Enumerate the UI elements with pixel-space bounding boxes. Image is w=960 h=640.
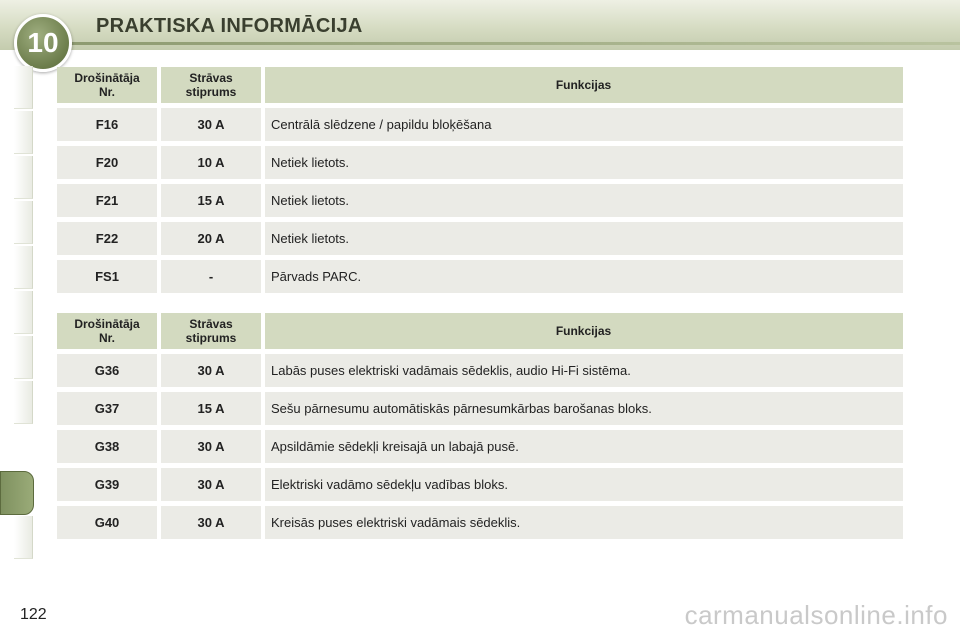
chapter-tab[interactable] xyxy=(14,246,33,289)
header-amperage: Strāvas stiprums xyxy=(161,313,265,349)
chapter-tab-strip xyxy=(0,66,34,576)
chapter-badge: 10 xyxy=(14,14,72,72)
fuse-function: Sešu pārnesumu automātiskās pārnesumkārbas barošanas bloks. xyxy=(265,392,903,425)
fuse-amperage: - xyxy=(161,260,265,293)
fuse-amperage: 30 A xyxy=(161,108,265,141)
fuse-number: G39 xyxy=(57,468,161,501)
watermark: carmanualsonline.info xyxy=(684,600,948,630)
chapter-tab[interactable] xyxy=(14,66,33,109)
table-row xyxy=(57,354,903,387)
chapter-tab[interactable] xyxy=(14,201,33,244)
fuse-table-1 xyxy=(57,62,903,298)
fuse-number: F20 xyxy=(57,146,161,179)
fuse-amperage: 15 A xyxy=(161,392,265,425)
table-header-row xyxy=(57,67,903,103)
fuse-function: Netiek lietots. xyxy=(265,184,903,217)
chapter-tab[interactable] xyxy=(14,381,33,424)
fuse-amperage: 15 A xyxy=(161,184,265,217)
chapter-tab[interactable] xyxy=(14,111,33,154)
table-row xyxy=(57,392,903,425)
fuse-number: F21 xyxy=(57,184,161,217)
fuse-amperage: 20 A xyxy=(161,222,265,255)
chapter-tab[interactable] xyxy=(14,291,33,334)
fuse-number: G38 xyxy=(57,430,161,463)
fuse-function: Netiek lietots. xyxy=(265,146,903,179)
header-amperage: Strāvas stiprums xyxy=(161,67,265,103)
fuse-table-2 xyxy=(57,308,903,544)
fuse-amperage: 30 A xyxy=(161,506,265,539)
header-function: Funkcijas xyxy=(265,67,903,103)
fuse-number: G36 xyxy=(57,354,161,387)
chapter-tab[interactable] xyxy=(14,156,33,199)
page-number: 122 xyxy=(20,606,47,623)
page-title: PRAKTISKA INFORMĀCIJA xyxy=(96,15,363,37)
fuse-function: Apsildāmie sēdekļi kreisajā un labajā pusē. xyxy=(265,430,903,463)
table-row xyxy=(57,430,903,463)
fuse-number: F22 xyxy=(57,222,161,255)
table-row xyxy=(57,108,903,141)
fuse-function: Netiek lietots. xyxy=(265,222,903,255)
chapter-tab[interactable] xyxy=(14,516,33,559)
fuse-function: Labās puses elektriski vadāmais sēdeklis, audio Hi-Fi sistēma. xyxy=(265,354,903,387)
fuse-number: FS1 xyxy=(57,260,161,293)
header-fuse-number: Drošinātāja Nr. xyxy=(57,67,161,103)
fuse-function: Centrālā slēdzene / papildu bloķēšana xyxy=(265,108,903,141)
table-header-row xyxy=(57,313,903,349)
chapter-tab-active[interactable] xyxy=(0,471,34,515)
table-row xyxy=(57,146,903,179)
header-fuse-number: Drošinātāja Nr. xyxy=(57,313,161,349)
chapter-tab[interactable] xyxy=(14,336,33,379)
fuse-amperage: 10 A xyxy=(161,146,265,179)
fuse-number: G37 xyxy=(57,392,161,425)
header-rule xyxy=(60,42,960,45)
table-row xyxy=(57,506,903,539)
table-row xyxy=(57,260,903,293)
fuse-amperage: 30 A xyxy=(161,468,265,501)
fuse-function: Elektriski vadāmo sēdekļu vadības bloks. xyxy=(265,468,903,501)
table-row xyxy=(57,222,903,255)
fuse-amperage: 30 A xyxy=(161,430,265,463)
fuse-amperage: 30 A xyxy=(161,354,265,387)
fuse-function: Pārvads PARC. xyxy=(265,260,903,293)
table-row xyxy=(57,184,903,217)
fuse-number: F16 xyxy=(57,108,161,141)
fuse-number: G40 xyxy=(57,506,161,539)
table-row xyxy=(57,468,903,501)
header-function: Funkcijas xyxy=(265,313,903,349)
fuse-function: Kreisās puses elektriski vadāmais sēdeklis. xyxy=(265,506,903,539)
